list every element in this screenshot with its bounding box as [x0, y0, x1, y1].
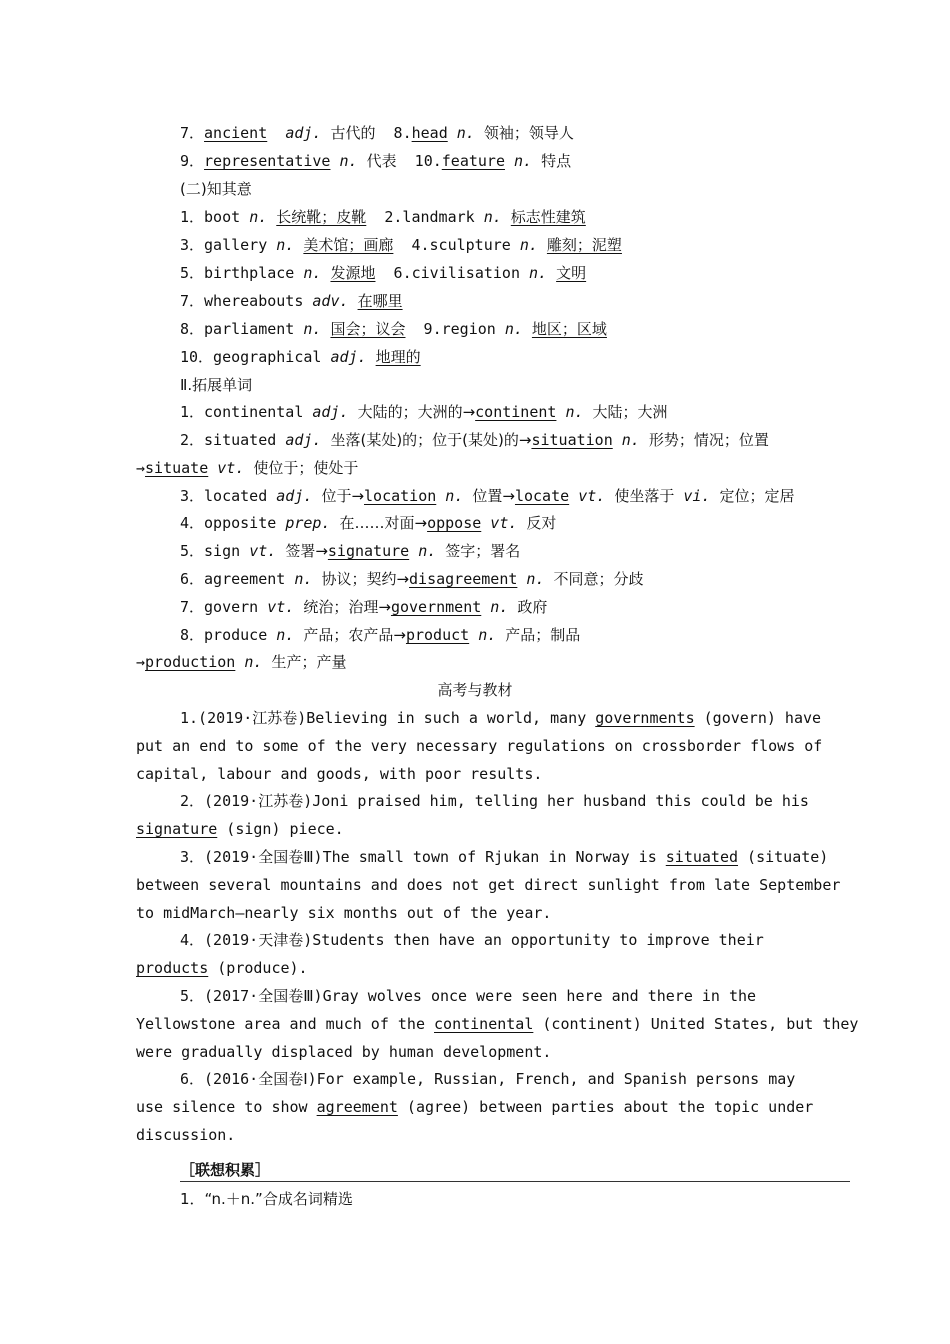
extension-row-5: 5．sign vt. 签署→signature n. 签字；署名: [180, 542, 521, 560]
vocab-line-9: 9．representative n. 代表 10.feature n. 特点: [180, 152, 572, 170]
answer-situated: situated: [665, 848, 739, 866]
extension-row-8a: 8．produce n. 产品；农产品→product n. 产品；制品: [180, 626, 581, 644]
answer-products: products: [136, 959, 209, 977]
meaning-row-2: 3．gallery n. 美术馆；画廊 4.sculpture n. 雕刻；泥塑: [180, 236, 622, 254]
answer-continental: continental: [434, 1015, 534, 1033]
gaokao-q4-line1: 4．(2019·天津卷)Students then have an opportunity to improve their: [180, 931, 764, 949]
lianxiang-item-1: 1．“n.＋n.”合成名词精选: [180, 1190, 353, 1208]
gaokao-q2-line1: 2．(2019·江苏卷)Joni praised him, telling her husband this could be his: [180, 792, 809, 810]
extension-row-2a: 2．situated adj. 坐落(某处)的；位于(某处)的→situation n. 形势；情况；位置: [180, 431, 769, 449]
lianxiang-heading: ［联想积累］: [180, 1161, 271, 1179]
gaokao-q5-line3: were gradually displaced by human development.: [136, 1043, 552, 1061]
extension-row-2b: →situate vt. 使位于；使处于: [136, 459, 359, 477]
meaning-row-4: 7．whereabouts adv. 在哪里: [180, 292, 403, 310]
gaokao-q1-line3: capital, labour and goods, with poor results.: [136, 765, 543, 783]
gaokao-heading: 高考与教材: [437, 681, 513, 699]
gaokao-q4-line2: products (produce).: [136, 959, 308, 977]
gaokao-q2-line2: signature (sign) piece.: [136, 820, 344, 838]
meaning-row-1: 1．boot n. 长统靴；皮靴 2.landmark n. 标志性建筑: [180, 208, 586, 226]
answer-signature: signature: [136, 820, 218, 838]
section-heading-tuozhan: Ⅱ.拓展单词: [180, 376, 253, 394]
gaokao-q1-line1: 1.(2019·江苏卷)Believing in such a world, many governments (govern) have: [180, 709, 822, 727]
extension-row-4: 4．opposite prep. 在……对面→oppose vt. 反对: [180, 514, 557, 532]
gaokao-q6-line3: discussion.: [136, 1126, 236, 1144]
gaokao-q5-line2: Yellowstone area and much of the continental (continent) United States, but they: [136, 1015, 859, 1033]
meaning-row-3: 5．birthplace n. 发源地 6.civilisation n. 文明: [180, 264, 587, 282]
extension-row-8b: →production n. 生产；产量: [136, 653, 347, 671]
extension-row-6: 6．agreement n. 协议；契约→disagreement n. 不同意；分歧: [180, 570, 644, 588]
extension-row-3: 3．located adj. 位于→location n. 位置→locate vt. 使坐落于 vi. 定位；定居: [180, 487, 795, 505]
section-divider: [180, 1181, 850, 1182]
meaning-row-5: 8．parliament n. 国会；议会 9.region n. 地区；区域: [180, 320, 607, 338]
gaokao-q1-line2: put an end to some of the very necessary regulations on crossborder flows of: [136, 737, 823, 755]
gaokao-q3-line3: to midMarch—nearly six months out of the year.: [136, 904, 552, 922]
gaokao-q5-line1: 5．(2017·全国卷Ⅲ)Gray wolves once were seen here and there in the: [180, 987, 757, 1005]
meaning-row-6: 10．geographical adj. 地理的: [180, 348, 421, 366]
vocab-line-7: 7．ancient adj. 古代的 8.head n. 领袖；领导人: [180, 124, 574, 142]
gaokao-q3-line1: 3．(2019·全国卷Ⅲ)The small town of Rjukan in Norway is situated (situate): [180, 848, 829, 866]
answer-agreement: agreement: [316, 1098, 398, 1116]
answer-governments: governments: [595, 709, 695, 727]
gaokao-q3-line2: between several mountains and does not get direct sunlight from late September: [136, 876, 841, 894]
gaokao-q6-line2: use silence to show agreement (agree) between parties about the topic under: [136, 1098, 814, 1116]
extension-row-1: 1．continental adj. 大陆的；大洲的→continent n. 大陆；大洲: [180, 403, 668, 421]
gaokao-q6-line1: 6．(2016·全国卷Ⅰ)For example, Russian, French, and Spanish persons may: [180, 1070, 796, 1088]
section-heading-zhiqiyi: (二)知其意: [180, 180, 252, 198]
extension-row-7: 7．govern vt. 统治；治理→government n. 政府: [180, 598, 548, 616]
